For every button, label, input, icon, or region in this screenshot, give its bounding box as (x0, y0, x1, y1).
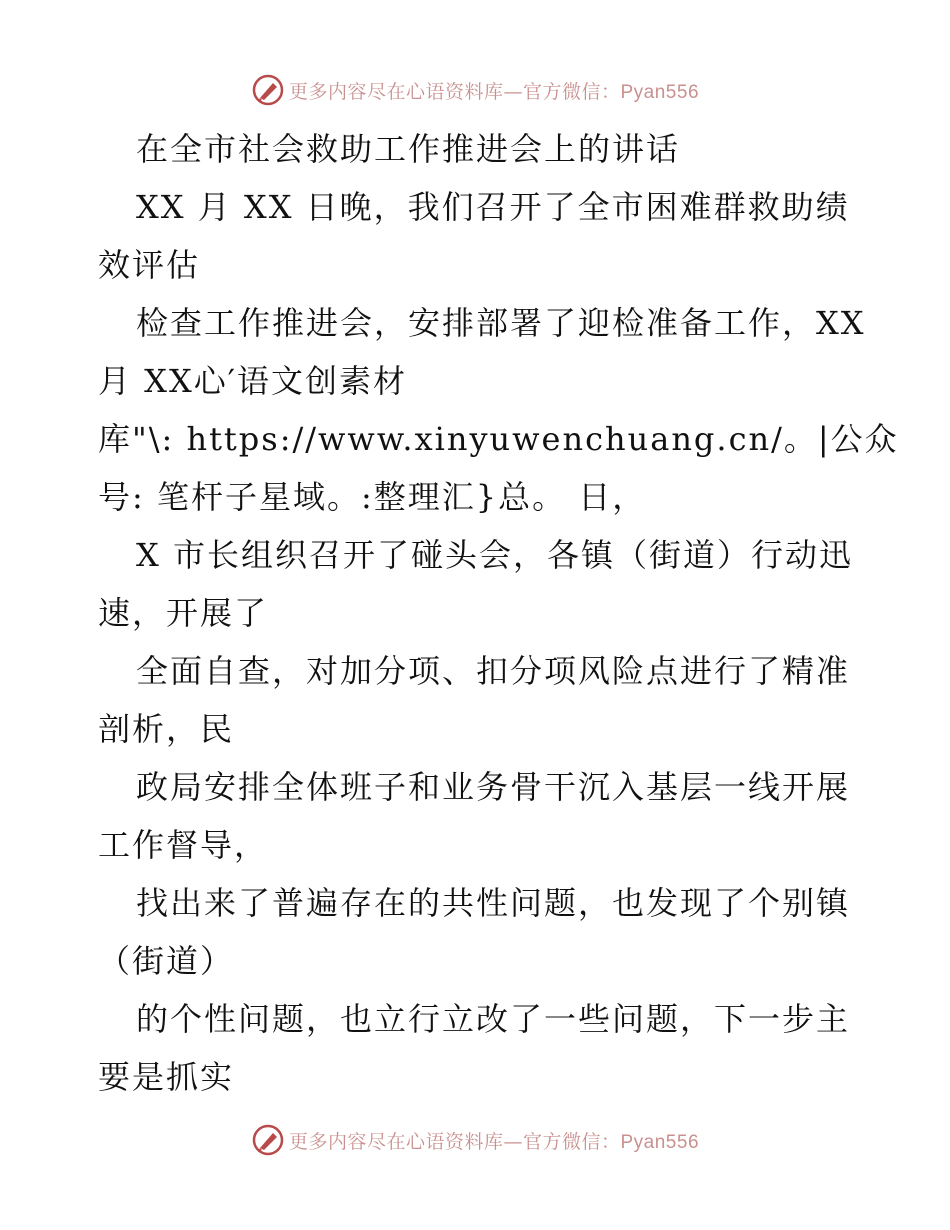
paragraph-line: 效评估 (98, 246, 201, 284)
paragraph-line: 号: 笔杆子星域。:整理汇}总。 日， (98, 478, 647, 516)
paragraph-line: XX 月 XX 日晚，我们召开了全市困难群救助绩 (136, 188, 850, 226)
document-body (98, 120, 899, 1106)
footer-banner (0, 1120, 950, 1160)
banner-text (289, 1127, 699, 1154)
wechat-id: Pyan556 (620, 1131, 700, 1153)
paragraph-line: 全面自查，对加分项、扣分项风险点进行了精准 (136, 652, 851, 690)
paragraph-line: 工作督导， (98, 826, 269, 864)
paragraph-line: X 市长组织召开了碰头会，各镇（街道）行动迅 (136, 536, 853, 574)
paragraph-line: 检查工作推进会，安排部署了迎检准备工作，XX (136, 304, 866, 342)
document-title: 在全市社会救助工作推进会上的讲话 (136, 130, 681, 168)
header-banner (0, 70, 950, 110)
paragraph-line: 速，开展了 (98, 594, 269, 632)
paragraph-line: （街道） (98, 942, 235, 980)
banner-text (289, 77, 699, 104)
paragraph-line: 政局安排全体班子和业务骨干沉入基层一线开展 (136, 768, 851, 806)
banner-slogan: 更多内容尽在心语资料库—官方微信： (288, 80, 621, 103)
pen-nib-logo-icon (251, 1123, 285, 1157)
paragraph-line: 库"\: https://www.xinyuwenchuang.cn/。|公众 (98, 420, 899, 458)
paragraph-line: 剖析，民 (98, 710, 235, 748)
paragraph-line: 的个性问题，也立行立改了一些问题，下一步主 (136, 1000, 851, 1038)
paragraph-line: 要是抓实 (98, 1058, 235, 1096)
banner-slogan: 更多内容尽在心语资料库—官方微信： (288, 1130, 621, 1153)
paragraph-line: 月 XX心′语文创素材 (98, 362, 408, 400)
wechat-id: Pyan556 (620, 81, 700, 103)
paragraph-line: 找出来了普遍存在的共性问题，也发现了个别镇 (136, 884, 851, 922)
pen-nib-logo-icon (251, 73, 285, 107)
